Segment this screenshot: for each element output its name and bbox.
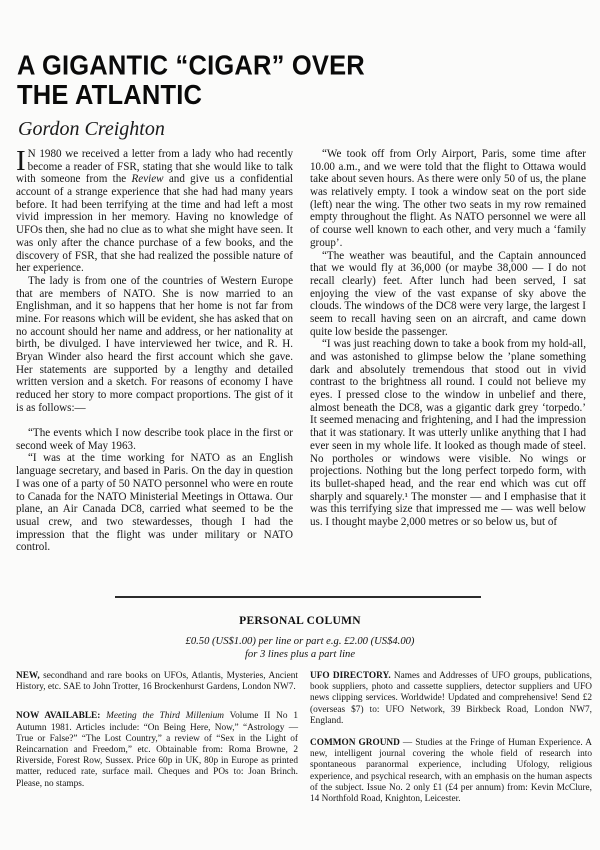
personal-column-pricing — [0, 636, 600, 661]
publication-name: Review — [131, 173, 164, 186]
ad-lead: UFO DIRECTORY. — [310, 671, 391, 681]
pricing-line-2: for 3 lines plus a part line — [244, 648, 356, 660]
classified-ad — [16, 671, 298, 693]
personal-column-heading: PERSONAL COLUMN — [239, 615, 361, 627]
classified-ads-right — [310, 671, 592, 816]
article-paragraph — [16, 145, 293, 275]
paragraph-text: N 1980 we received a letter from a lady who had recently become a reader of FSR, stating that she would like to talk with someone from the Review and give us a confidential account of a strange experience that she had had many years before. It had been terrifying at the time and had left a most vivid impression in her memory. Having no knowledge of UFOs then, she had no clue as to what she might have seen. It was only after the chance purchase of a few books, and the discovery of FSR, that she had realized the possible nature of her experience. — [16, 148, 293, 275]
article-column-left — [16, 145, 293, 554]
article-paragraph: “We took off from Orly Airport, Paris, some time after 10.00 a.m., and we were told that the flight to Ottawa would take about seven hours. As there were only 50 of us, the plane was relatively empty. I took a window seat on the port side (left) near the wing. The other two seats in my row remained empty throughout the flight. As NATO personnel we were all of course well known to each other, and very much a ‘family group’. — [310, 148, 586, 249]
ad-lead: NEW, — [16, 671, 40, 681]
ad-body: — Studies at the Fringe of Human Experience. A new, intelligent journal covering the whole field of research into spontaneous paranormal experience, including Ufology, religious experience, and psychical research, with an emphasis on the human aspects of the subject. Issue No. 2 only £1 (£4 per annum) from: Kevin McClure, 14 Northfold Road, Knighton, Leicester. — [310, 738, 592, 805]
article-paragraph: “The events which I now describe took place in the first or second week of May 1963. — [16, 427, 293, 452]
ad-body: secondhand and rare books on UFOs, Atlantis, Mysteries, Ancient History, etc. SAE to John Trotter, 16 Brockenhurst Gardens, London NW7. — [16, 671, 298, 693]
classified-ad — [16, 711, 298, 789]
article-paragraph: “I was at the time working for NATO as an English language secretary, and based in Paris. On the day in question I was one of a party of 50 NATO personnel who were en route to Canada for the NATO Ministerial Meetings in Ottawa. Our plane, an Air Canada DC8, carried what seemed to be the usual crew, and two stewardesses, though I had the impression that the flight was under military or NATO control. — [16, 452, 293, 554]
pricing-line-1: £0.50 (US$1.00) per line or part e.g. £2.00 (US$4.00) — [185, 636, 415, 647]
article-column-right — [310, 148, 586, 529]
section-divider — [115, 596, 481, 598]
ad-lead: COMMON GROUND — [310, 738, 400, 749]
classified-ads-left — [16, 671, 298, 808]
ad-body: Names and Addresses of UFO groups, publications, book suppliers, photo and cassette suppliers, detector suppliers and UFO news clipping services. Worldwide! Updated and comprehensive! Send £2 (overseas $7) to: UFO Network, 39 Birkbeck Road, London NW7, England. — [310, 671, 593, 726]
ad-publication-title: Meeting the Third Millenium — [100, 711, 224, 722]
article-title — [17, 52, 537, 110]
article-paragraph: “The weather was beautiful, and the Captain announced that we would fly at 36,000 (or maybe 38,000 — I do not recall clearly) feet. After lunch had been served, I sat enjoying the view of the vast expanse of sky above the clouds. The windows of the DC8 were very large, the largest I seem to recall having seen on an aircraft, and came down quite low beside the passenger. — [310, 249, 586, 338]
article-title-line-1: A GIGANTIC “CIGAR” OVER — [17, 50, 365, 82]
article-paragraph: The lady is from one of the countries of Western Europe that are members of NATO. She is now married to an Englishman, and it so happens that her home is not far from mine. For reasons which will be evident, she has asked that on no account should her name and address, or her nationality at birth, be divulged. I have interviewed her twice, and R. H. Bryan Winder also heard the first account which she gave. Her statements are supported by a lengthy and detailed written version and a sketch. For reasons of economy I have reduced her story to more compact proportions. The gist of it is as follows:— — [16, 274, 293, 414]
classified-ad — [310, 671, 592, 727]
ad-lead: NOW AVAILABLE: — [16, 711, 101, 722]
drop-cap: I — [16, 145, 26, 177]
article-paragraph: “I was just reaching down to take a book from my hold-all, and was astonished to glimpse below the ’plane something dark and absolutely tremendous that stood out in vivid contrast to the brightness all round. I could not believe my eyes. I pressed close to the window in unbelief and there, almost beneath the DC8, was a gigantic dark grey ‘torpedo.’ It seemed menacing and frightening, and I had the impression that it was stationary. It was utterly unlike anything that I had ever seen in my whole life. It looked as though made of steel. No portholes or windows were visible. No wings or projections. Nothing but the long perfect torpedo form, with its bullet-shaped head, and the rear end which was cut off sharply and squarely.¹ The monster — and I emphasise that it was this terrifying size that impressed me — was well below us. I thought maybe 2,000 metres or so below us, but of — [310, 338, 586, 528]
article-title-line-2: THE ATLANTIC — [17, 80, 203, 111]
article-author: Gordon Creighton — [18, 118, 165, 140]
ad-body: Volume II No 1 Autumn 1981. Articles include: “On Being Here, Now,” “Astrology — True or False?” “The Lost Country,” a review of “Sex in the Light of Reincarnation and Freedom,” etc. Obtainable from: Roma Browne, 2 Riverside, Forest Row, Sussex. Price 60p in UK, 80p in Europe as printed matter, reduced rate, surface mail. Cheques and POs to: Joan Brinch. Please, no stamps. — [16, 711, 298, 789]
classified-ad — [310, 738, 592, 805]
